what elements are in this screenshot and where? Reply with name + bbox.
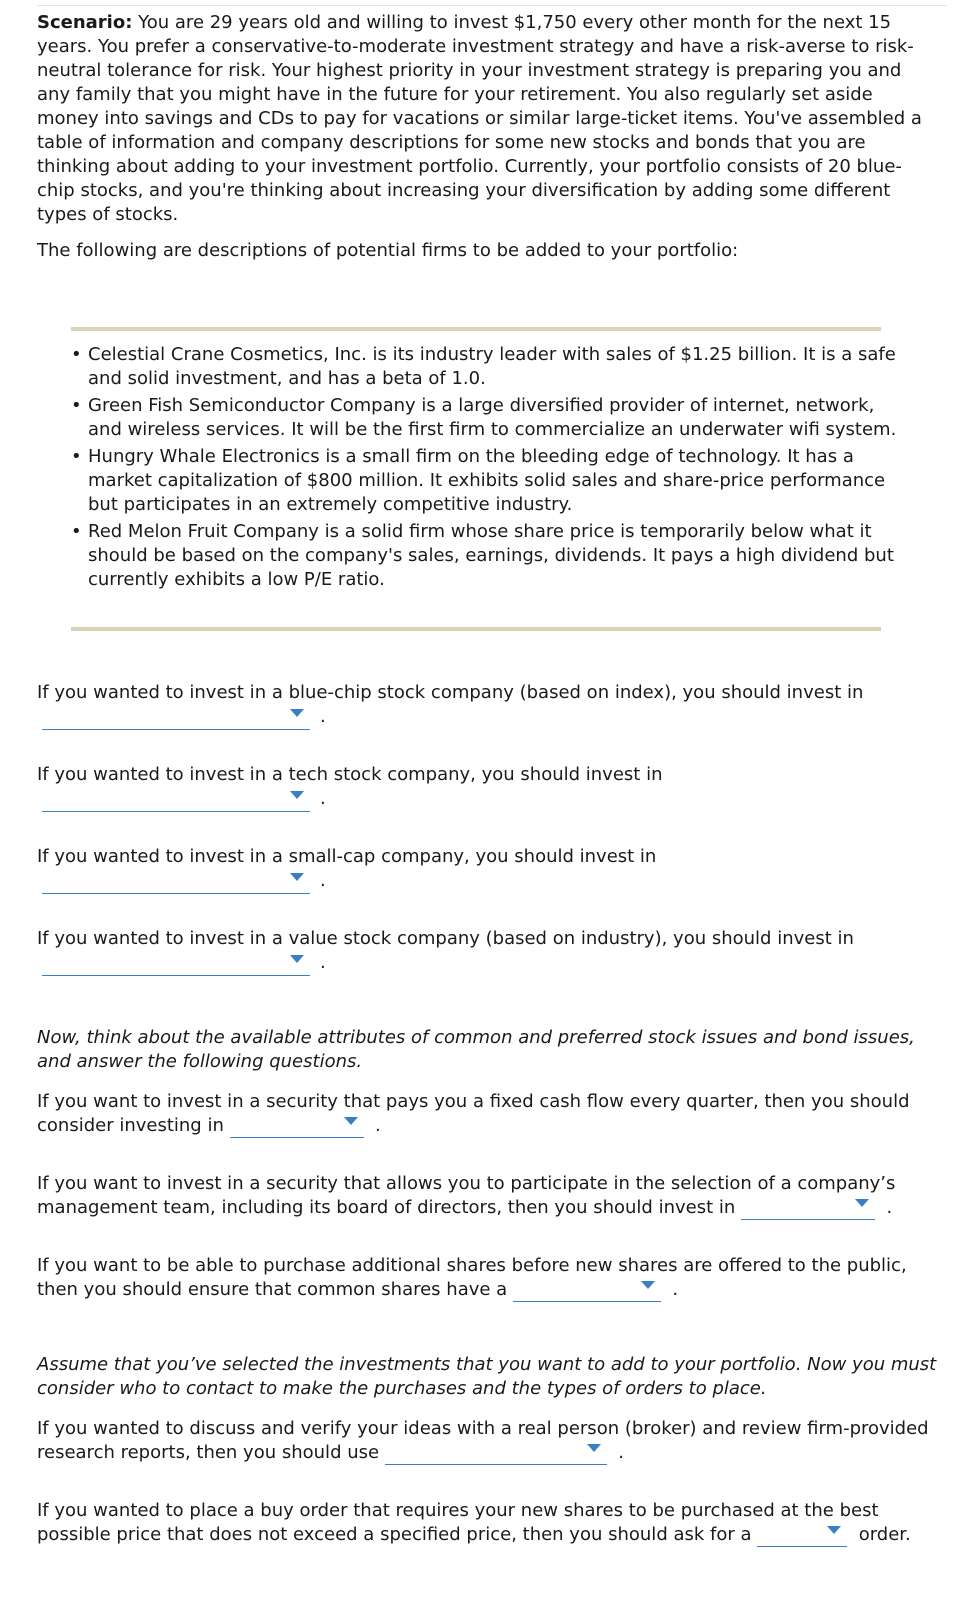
chevron-down-icon (344, 1117, 358, 1125)
value-stock-dropdown[interactable] (42, 953, 310, 976)
fixed-cash-flow-dropdown[interactable] (230, 1115, 364, 1138)
period: . (886, 1197, 893, 1218)
question-preemptive-line1: If you want to be able to purchase additional shares before new shares are offered to the public, (37, 1255, 907, 1276)
blue-chip-dropdown[interactable] (42, 707, 310, 730)
firms-intro-text: The following are descriptions of potential firms to be added to your portfolio: (37, 240, 739, 261)
small-cap-dropdown[interactable] (42, 871, 310, 894)
chevron-down-icon (587, 1444, 601, 1452)
question-preemptive-line2: then you should ensure that common shares have a (37, 1279, 508, 1300)
firm-descriptions-box (71, 327, 897, 631)
question-broker-line1: If you wanted to discuss and verify your ideas with a real person (broker) and review firm-provided (37, 1418, 929, 1439)
firms-intro (37, 239, 927, 263)
chevron-down-icon (290, 791, 304, 799)
scenario-paragraph (37, 11, 927, 227)
question-broker-line2: research reports, then you should use (37, 1442, 380, 1463)
order-type-dropdown[interactable] (757, 1524, 847, 1547)
chevron-down-icon (290, 709, 304, 717)
period: . (320, 952, 326, 973)
period: . (320, 870, 326, 891)
question-order-type-line2: possible price that does not exceed a specified price, then you should ask for a (37, 1524, 752, 1545)
question-fixed-cash-flow-line1: If you want to invest in a security that pays you a fixed cash flow every quarter, then you should (37, 1091, 910, 1112)
question-blue-chip (37, 681, 937, 705)
section3-intro-text: Assume that you’ve selected the investments that you want to add to your portfolio. Now you must consider who to contact to make the purchases and the types of orders to place. (37, 1354, 937, 1399)
firm-item-red-melon: • Red Melon Fruit Company is a solid firm whose share price is temporarily below what it should be based on the company's sales, earnings, dividends. It pays a high dividend but currently exhibits a low P/E ratio. (71, 520, 903, 592)
question-tech (37, 763, 937, 787)
scenario-label: Scenario: (37, 12, 133, 33)
period: . (320, 706, 326, 727)
scenario-text: You are 29 years old and willing to invest $1,750 every other month for the next 15 years. You prefer a conservative-to-moderate investment strategy and have a risk-averse to risk-neutral tolerance for risk. Your highest priority in your investment strategy is preparing you and any family that you might have in the future for your retirement. You also regularly set aside money into savings and CDs to pay for vacations or similar large-ticket items. You've assembled a table of information and company descriptions for some new stocks and bonds that you are thinking about adding to your investment portfolio. Currently, your portfolio consists of 20 blue-chip stocks, and you're thinking about increasing your diversification by adding some different types of stocks. (37, 12, 922, 225)
firm-item-green-fish: • Green Fish Semiconductor Company is a large diversified provider of internet, network, and wireless services. It will be the first firm to commercialize an underwater wifi system. (71, 394, 903, 442)
management-selection-dropdown[interactable] (741, 1197, 875, 1220)
section2-intro-text: Now, think about the available attributes of common and preferred stock issues and bond issues, and answer the following questions. (37, 1027, 915, 1072)
question-management-selection (37, 1172, 937, 1220)
question-value-stock (37, 927, 937, 951)
question-blue-chip-text: If you wanted to invest in a blue-chip stock company (based on index), you should invest in (37, 682, 864, 703)
question-small-cap-text: If you wanted to invest in a small-cap company, you should invest in (37, 846, 657, 867)
question-broker (37, 1417, 947, 1465)
question-management-selection-line2: management team, including its board of directors, then you should invest in (37, 1197, 736, 1218)
question-management-selection-line1: If you want to invest in a security that allows you to participate in the selection of a company’s (37, 1173, 896, 1194)
period: . (320, 788, 326, 809)
period: . (618, 1442, 624, 1463)
broker-dropdown[interactable] (385, 1442, 607, 1465)
chevron-down-icon (827, 1526, 841, 1534)
question-order-type-line1: If you wanted to place a buy order that requires your new shares to be purchased at the best (37, 1500, 879, 1521)
section3-intro (37, 1353, 937, 1401)
chevron-down-icon (290, 873, 304, 881)
question-value-stock-text: If you wanted to invest in a value stock company (based on industry), you should invest in (37, 928, 854, 949)
preemptive-dropdown[interactable] (513, 1279, 661, 1302)
firm-item-hungry-whale: • Hungry Whale Electronics is a small firm on the bleeding edge of technology. It has a market capitalization of $800 million. It exhibits solid sales and share-price performance but participates in an extremely competitive industry. (71, 445, 903, 517)
question-order-type (37, 1499, 947, 1547)
chevron-down-icon (855, 1199, 869, 1207)
question-fixed-cash-flow (37, 1090, 937, 1138)
period: . (375, 1115, 381, 1136)
question-small-cap (37, 845, 937, 869)
chevron-down-icon (290, 955, 304, 963)
top-divider (37, 5, 947, 6)
question-preemptive (37, 1254, 937, 1302)
tech-dropdown[interactable] (42, 789, 310, 812)
section2-intro (37, 1026, 937, 1074)
firm-list (71, 343, 903, 595)
firm-item-celestial-crane: • Celestial Crane Cosmetics, Inc. is its industry leader with sales of $1.25 billion. It is a safe and solid investment, and has a beta of 1.0. (71, 343, 903, 391)
question-fixed-cash-flow-line2: consider investing in (37, 1115, 224, 1136)
period: . (672, 1279, 679, 1300)
chevron-down-icon (641, 1281, 655, 1289)
question-tech-text: If you wanted to invest in a tech stock company, you should invest in (37, 764, 663, 785)
order-suffix: order. (858, 1524, 911, 1545)
